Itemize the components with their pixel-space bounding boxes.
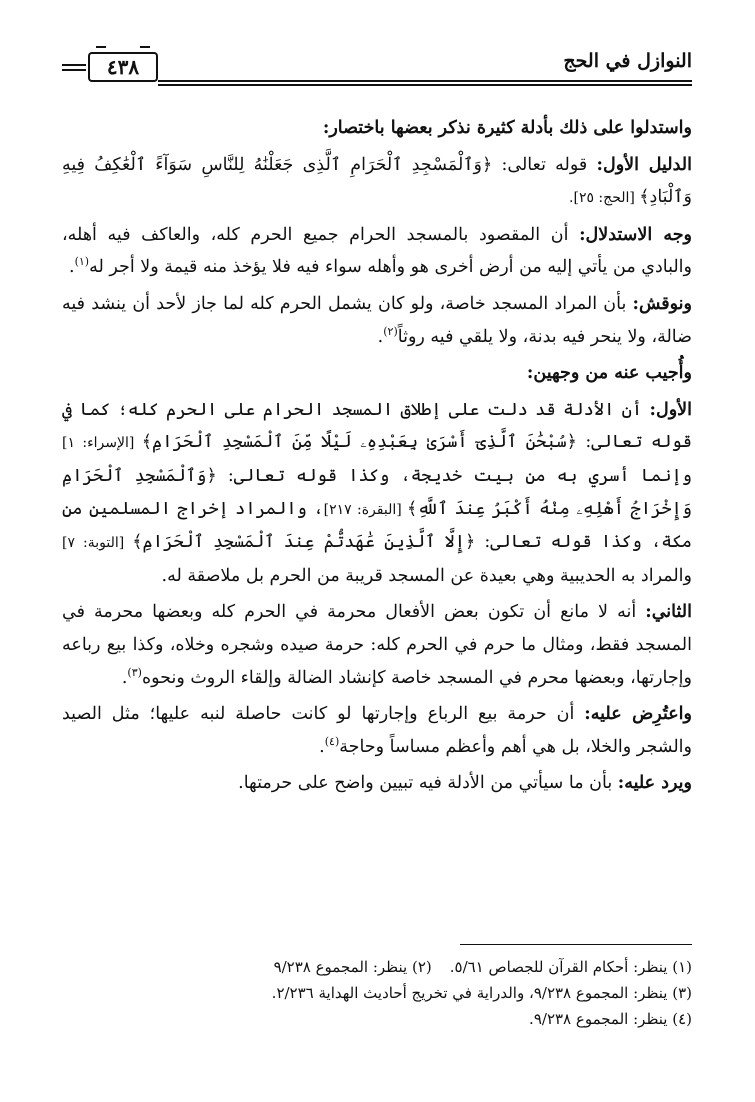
header-rule xyxy=(158,84,692,86)
inference-paragraph xyxy=(62,219,692,284)
first-evidence-label: الدليل الأول: xyxy=(596,154,692,175)
reply-paragraph xyxy=(62,767,692,800)
second-answer-paragraph xyxy=(62,596,692,694)
intro-line: واستدلوا على ذلك بأدلة كثيرة نذكر بعضها باختصار: xyxy=(322,118,692,138)
footnote-3: (٣) ينظر: المجموع ٩/٢٣٨، والدراية في تخريج أحاديث الهداية ٢/٢٣٦. xyxy=(271,984,692,1002)
page-title: النوازل في الحج xyxy=(563,50,692,72)
footnote-marker: (٢) xyxy=(383,324,398,338)
footnote-1: (١) ينظر: أحكام القرآن للجصاص ٥/٦١. xyxy=(449,958,692,976)
page-number: ٤٣٨ xyxy=(88,52,158,82)
footnote-line xyxy=(62,954,692,980)
quran-verse: ﴿وَٱلْمَسْجِدِ ٱلْحَرَامِ وَإِخْرَاجُ أَهْلِهِۦ مِنْهُ أَكْبَرُ عِندَ ٱللَّهِ﴾ xyxy=(62,465,692,519)
quran-verse: ﴿وَٱلْمَسْجِدِ ٱلْحَرَامِ ٱلَّذِى جَعَلْنَٰهُ لِلنَّاسِ سَوَآءً ٱلْعَٰكِفُ فِيهِ وَٱلْبَادِ﴾ xyxy=(62,154,692,208)
objection-paragraph xyxy=(62,288,692,353)
sentence-end: . xyxy=(121,667,128,688)
footnote-marker: (٤) xyxy=(324,734,340,748)
quran-verse: ﴿سُبْحَٰنَ ٱلَّذِىٓ أَسْرَىٰ بِعَبْدِهِۦ لَيْلًا مِّنَ ٱلْمَسْجِدِ ٱلْحَرَامِ﴾ xyxy=(141,432,577,453)
footnote-2: (٢) ينظر: المجموع ٩/٢٣٨ xyxy=(273,958,432,976)
first-evidence-paragraph xyxy=(62,149,692,215)
reply-text: بأن ما سيأتي من الأدلة فيه تبيين واضح على حرمتها. xyxy=(238,773,618,794)
footnote-divider xyxy=(460,944,692,945)
answer-intro: وأُجيب عنه من وجهين: xyxy=(526,363,692,384)
inference-text: أن المقصود بالمسجد الحرام جميع الحرم كله، والعاكف فيه أهله، والبادي من يأتي إليه من أرض أخرى هو وأهله سواء فيه فلا يؤخذ منه قيمة ولا أجر له xyxy=(62,224,692,278)
first-answer-text: أن الأدلة قد دلت على إطلاق المسجد الحرام على الحرم كله؛ كما في قوله تعالى: xyxy=(62,399,692,453)
first-answer-label: الأول: xyxy=(649,399,692,420)
sentence-end: . xyxy=(68,257,75,278)
header-rule xyxy=(62,69,86,71)
header-rule xyxy=(158,80,692,82)
header-rule xyxy=(62,64,86,66)
verse-reference: [الإسراء: ١] xyxy=(62,435,142,452)
sentence-end: . xyxy=(377,326,384,347)
verse-reference: [البقرة: ٢١٧] xyxy=(323,501,408,518)
sentence-end: . xyxy=(319,736,325,757)
inference-label: وجه الاستدلال: xyxy=(579,224,692,245)
footnote-4: (٤) ينظر: المجموع ٩/٢٣٨. xyxy=(529,1010,692,1028)
second-answer-label: الثاني: xyxy=(645,602,692,623)
first-answer-paragraph xyxy=(62,394,692,593)
rebuttal-paragraph xyxy=(62,698,692,763)
quran-verse: ﴿إِلَّا ٱلَّذِينَ عَٰهَدتُّمْ عِندَ ٱلْمَسْجِدِ ٱلْحَرَامِ﴾ xyxy=(132,532,476,553)
objection-label: ونوقش: xyxy=(632,293,692,314)
second-answer-text: أنه لا مانع أن تكون بعض الأفعال محرمة في الحرم كله وبعضها محرمة في المسجد فقط، ومثال ما حرم في الحرم كله: حرمة صيده وشجره وخلاه، وكذا بيع رباعه وإجارتها، وبعضها محرم في المسجد خاصة كإنشاد الضالة وإلقاء الروث ونحوه xyxy=(62,602,692,688)
verse-reference: [الحج: ٢٥]. xyxy=(569,190,640,207)
verse-reference: [التوبة: ٧] xyxy=(62,535,133,552)
first-answer-text: وإنما أسري به من بيت خديجة، وكذا قوله تعالى: xyxy=(216,465,692,486)
first-answer-text: والمراد به الحديبية وهي بعيدة عن المسجد قريبة من الحرم بل ملاصقة له. xyxy=(161,565,692,586)
footnote-marker: (١) xyxy=(74,255,90,269)
first-answer-text: ، والمراد إخراج المسلمين من مكة، وكذا قوله تعالى: xyxy=(62,498,693,553)
footnotes xyxy=(62,954,692,1032)
objection-text: بأن المراد المسجد خاصة، ولو كان يشمل الحرم كله لما جاز لأحد أن ينشد فيه ضالة، ولا ينحر فيه بدنة، ولا يلقي فيه روثاً xyxy=(62,293,692,347)
main-text xyxy=(62,112,692,804)
footnote-marker: (٣) xyxy=(127,665,142,679)
rebuttal-text: أن حرمة بيع الرباع وإجارتها لو كانت حاصلة لنبه عليها؛ مثل الصيد والشجر والخلا، بل هي أهم وأعظم مساساً وحاجة xyxy=(62,704,692,757)
reply-label: ويرد عليه: xyxy=(617,773,692,794)
page-header xyxy=(62,46,692,86)
first-evidence-text: قوله تعالى: xyxy=(492,154,597,175)
rebuttal-label: واعتُرِض عليه: xyxy=(584,704,692,725)
